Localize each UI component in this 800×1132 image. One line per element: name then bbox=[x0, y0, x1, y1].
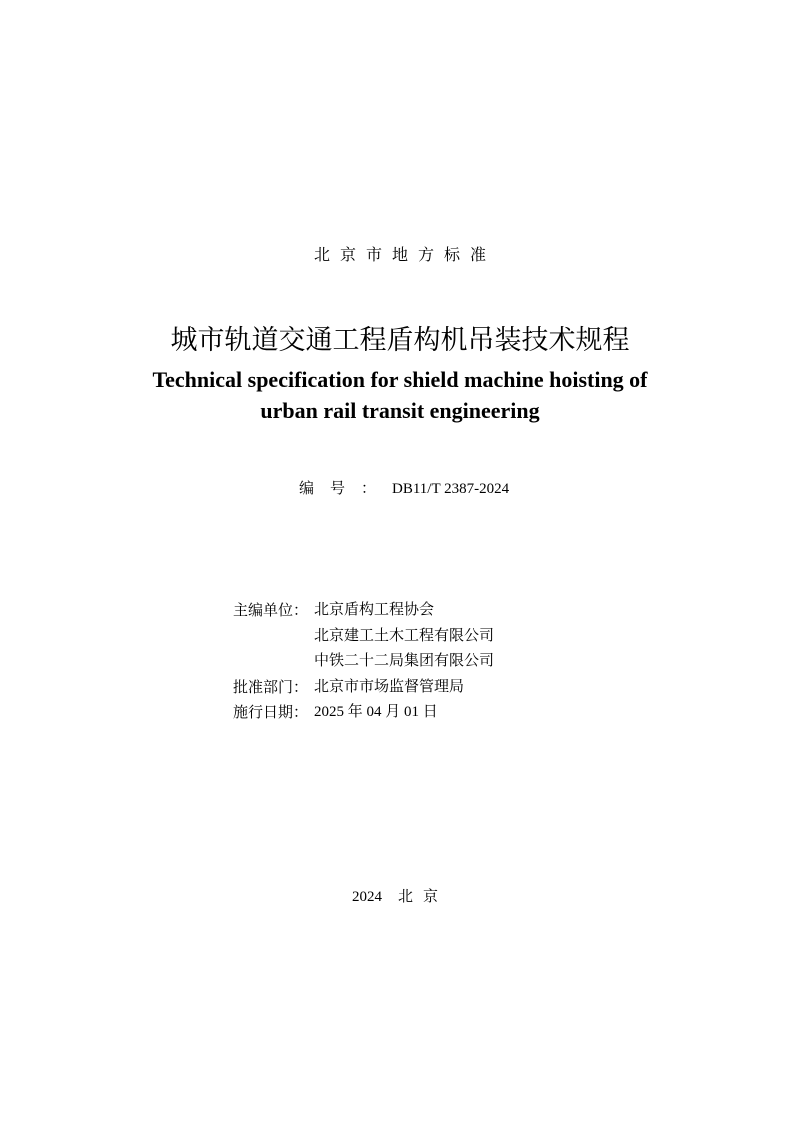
document-title-english bbox=[0, 364, 800, 426]
publication-city: 北京 bbox=[397, 887, 448, 905]
editor-2: 北京建工土木工程有限公司 bbox=[314, 627, 495, 644]
approval-label: 批准部门： bbox=[233, 677, 309, 696]
standard-category: 北京市地方标准 bbox=[313, 245, 496, 264]
effective-date-value: 2025 年 04 月 01 日 bbox=[314, 704, 438, 720]
editor-1: 北京盾构工程协会 bbox=[314, 602, 435, 618]
effective-date-label: 施行日期： bbox=[233, 703, 309, 721]
approval-value: 北京市市场监督管理局 bbox=[314, 678, 465, 695]
approval-row bbox=[233, 675, 494, 701]
title-english-line-1: Technical specification for shield machine hoisting of bbox=[152, 367, 648, 392]
publication-info bbox=[233, 598, 494, 726]
document-title-chinese: 城市轨道交通工程盾构机吊装技术规程 bbox=[170, 325, 630, 356]
editor-row bbox=[233, 649, 494, 675]
editor-label: 主编单位： bbox=[233, 601, 309, 619]
title-english-line-2: urban rail transit engineering bbox=[260, 398, 540, 423]
standard-code bbox=[299, 477, 509, 500]
code-label: 编号： bbox=[299, 479, 393, 497]
effective-date-row bbox=[233, 700, 494, 726]
publication-year: 2024 bbox=[351, 889, 382, 905]
editor-row bbox=[233, 598, 494, 624]
editor-row bbox=[233, 624, 494, 650]
editor-3: 中铁二十二局集团有限公司 bbox=[314, 653, 495, 669]
code-value: DB11/T 2387-2024 bbox=[392, 481, 510, 497]
publication-footer bbox=[0, 885, 800, 908]
